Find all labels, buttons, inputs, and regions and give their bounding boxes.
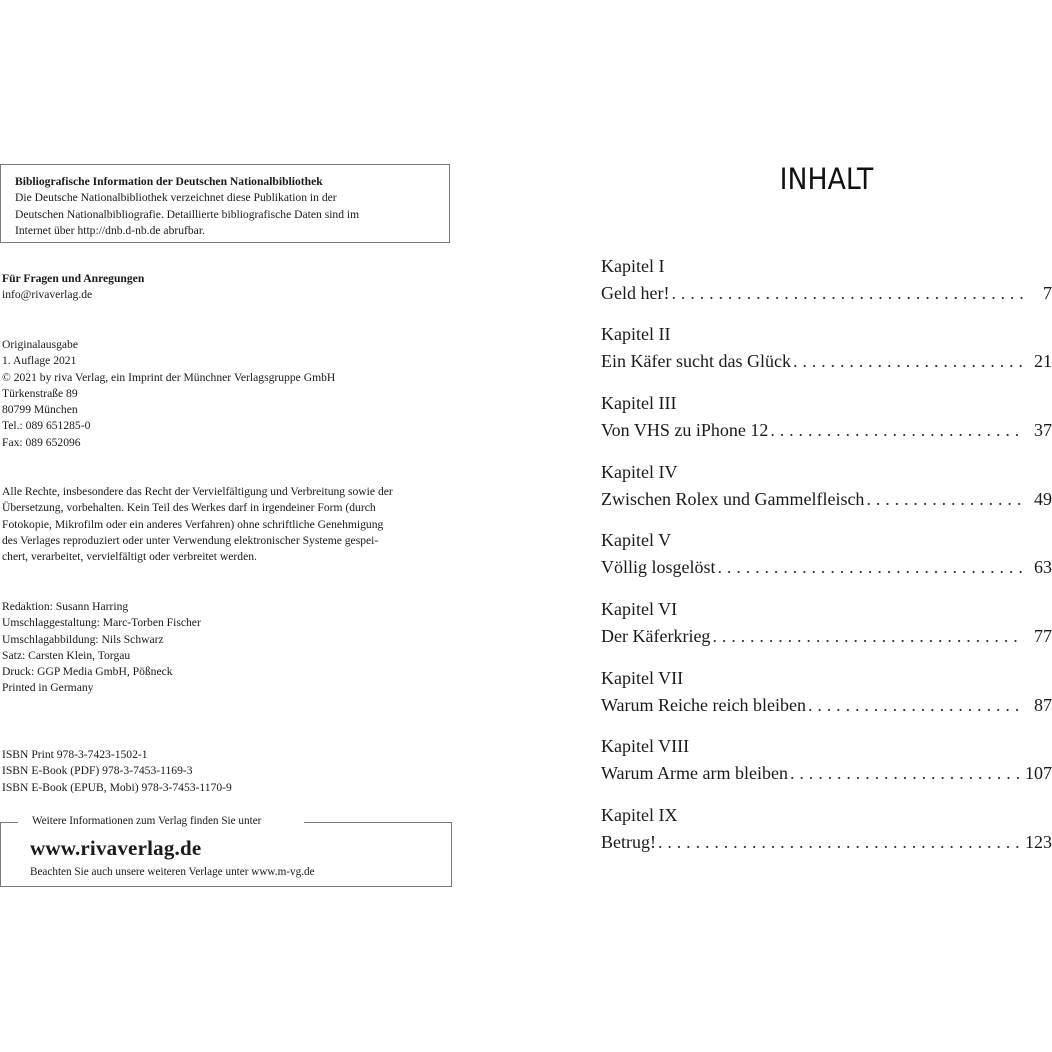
toc-entry[interactable] xyxy=(601,253,1052,307)
rights-block xyxy=(2,484,452,565)
dot-leader xyxy=(658,829,1021,856)
edition-line: 1. Auflage 2021 xyxy=(2,354,77,368)
toc-entry[interactable] xyxy=(601,527,1052,581)
isbn-block xyxy=(2,747,458,796)
dot-leader xyxy=(808,692,1024,719)
page-number: 77 xyxy=(1034,626,1052,646)
contact-block xyxy=(2,271,458,304)
dot-leader xyxy=(793,348,1024,375)
isbn-epub: ISBN E-Book (EPUB, Mobi) 978-3-7453-1170-9 xyxy=(2,780,232,794)
dot-leader xyxy=(790,760,1021,787)
chapter-title: Warum Arme arm bleiben xyxy=(601,763,788,783)
page-number: 37 xyxy=(1034,420,1052,440)
edition-line: Originalausgabe xyxy=(2,338,78,351)
chapter-number: Kapitel VII xyxy=(601,668,684,688)
toc-title: INHALT xyxy=(779,162,874,196)
dot-leader xyxy=(712,623,1024,650)
page-number: 123 xyxy=(1025,832,1052,852)
page-number: 107 xyxy=(1025,763,1052,783)
chapter-title: Geld her! xyxy=(601,283,670,303)
contact-email: info@rivaverlag.de xyxy=(2,288,93,302)
toc-entry[interactable] xyxy=(601,665,1052,719)
page-number: 21 xyxy=(1034,351,1052,371)
chapter-number: Kapitel IX xyxy=(601,805,678,825)
isbn-print: ISBN Print 978-3-7423-1502-1 xyxy=(2,748,148,761)
toc-entry[interactable] xyxy=(601,459,1052,513)
fax-line: Fax: 089 652096 xyxy=(2,435,81,449)
chapter-number: Kapitel VIII xyxy=(601,736,690,756)
address-street: Türkenstraße 89 xyxy=(2,386,78,400)
chapter-number: Kapitel V xyxy=(601,530,672,550)
chapter-title: Betrug! xyxy=(601,832,656,852)
credits-block xyxy=(2,599,458,697)
chapter-number: Kapitel III xyxy=(601,393,677,413)
table-of-contents xyxy=(601,0,1052,1052)
credit-line: Umschlagabbildung: Nils Schwarz xyxy=(2,632,164,646)
chapter-number: Kapitel I xyxy=(601,256,665,276)
rights-line: Fotokopie, Mikrofilm oder ein anderes Verfahren) ohne schriftliche Genehmigung xyxy=(2,517,384,531)
rights-line: Alle Rechte, insbesondere das Recht der Vervielfältigung und Verbreitung sowie der xyxy=(2,485,393,498)
chapter-title: Zwischen Rolex und Gammelfleisch xyxy=(601,489,865,509)
chapter-title: Der Käferkrieg xyxy=(601,626,711,646)
toc-entry[interactable] xyxy=(601,596,1052,650)
box-rule xyxy=(304,822,452,823)
isbn-pdf: ISBN E-Book (PDF) 978-3-7453-1169-3 xyxy=(2,764,193,778)
chapter-number: Kapitel II xyxy=(601,324,671,344)
page-number: 49 xyxy=(1034,489,1052,509)
chapter-title: Ein Käfer sucht das Glück xyxy=(601,351,791,371)
publisher-url[interactable]: www.rivaverlag.de xyxy=(30,836,202,860)
dot-leader xyxy=(866,486,1024,513)
credit-line: Satz: Carsten Klein, Torgau xyxy=(2,648,131,662)
credit-line: Druck: GGP Media GmbH, Pößneck xyxy=(2,665,173,679)
dnb-heading: Bibliografische Information der Deutschen Nationalbibliothek xyxy=(15,175,323,188)
publisher-web-box xyxy=(0,815,452,887)
page-number: 63 xyxy=(1034,557,1052,577)
chapter-number: Kapitel VI xyxy=(601,599,678,619)
rights-line: Übersetzung, vorbehalten. Kein Teil des Werkes darf in irgendeiner Form (durch xyxy=(2,501,376,515)
rights-line: des Verlages reproduziert oder unter Verwendung elektronischer Systeme gespei- xyxy=(2,533,379,547)
edition-block xyxy=(2,337,458,451)
chapter-title: Von VHS zu iPhone 12 xyxy=(601,420,769,440)
toc-entry[interactable] xyxy=(601,321,1052,375)
chapter-number: Kapitel IV xyxy=(601,462,678,482)
toc-entry[interactable] xyxy=(601,733,1052,787)
toc-entry[interactable] xyxy=(601,390,1052,444)
credit-line: Redaktion: Susann Harring xyxy=(2,600,129,613)
dnb-line: Deutschen Nationalbibliografie. Detaillierte bibliografische Daten sind im xyxy=(15,207,360,221)
credit-line: Printed in Germany xyxy=(2,681,94,695)
chapter-title: Warum Reiche reich bleiben xyxy=(601,695,806,715)
dnb-info-box xyxy=(0,164,450,243)
dot-leader xyxy=(671,280,1024,307)
address-city: 80799 München xyxy=(2,403,78,417)
dot-leader xyxy=(770,417,1024,444)
contact-heading: Für Fragen und Anregungen xyxy=(2,272,145,285)
page-number: 7 xyxy=(1043,283,1052,303)
dnb-line: Die Deutsche Nationalbibliothek verzeichnet diese Publikation in der xyxy=(15,191,337,205)
rights-line: chert, verarbeitet, vervielfältigt oder verbreitet werden. xyxy=(2,550,257,564)
phone-line: Tel.: 089 651285-0 xyxy=(2,419,91,433)
web-caption: Weitere Informationen zum Verlag finden Sie unter xyxy=(32,815,262,827)
copyright-line: © 2021 by riva Verlag, ein Imprint der Münchner Verlagsgruppe GmbH xyxy=(2,370,336,384)
page-number: 87 xyxy=(1034,695,1052,715)
chapter-title: Völlig losgelöst xyxy=(601,557,716,577)
dnb-line: Internet über http://dnb.d-nb.de abrufbar. xyxy=(15,223,205,237)
credit-line: Umschlaggestaltung: Marc-Torben Fischer xyxy=(2,616,201,630)
web-note: Beachten Sie auch unsere weiteren Verlage unter www.m-vg.de xyxy=(30,866,315,878)
imprint-page xyxy=(0,0,460,1052)
box-rule xyxy=(0,822,18,823)
dot-leader xyxy=(718,554,1024,581)
toc-entry[interactable] xyxy=(601,802,1052,856)
